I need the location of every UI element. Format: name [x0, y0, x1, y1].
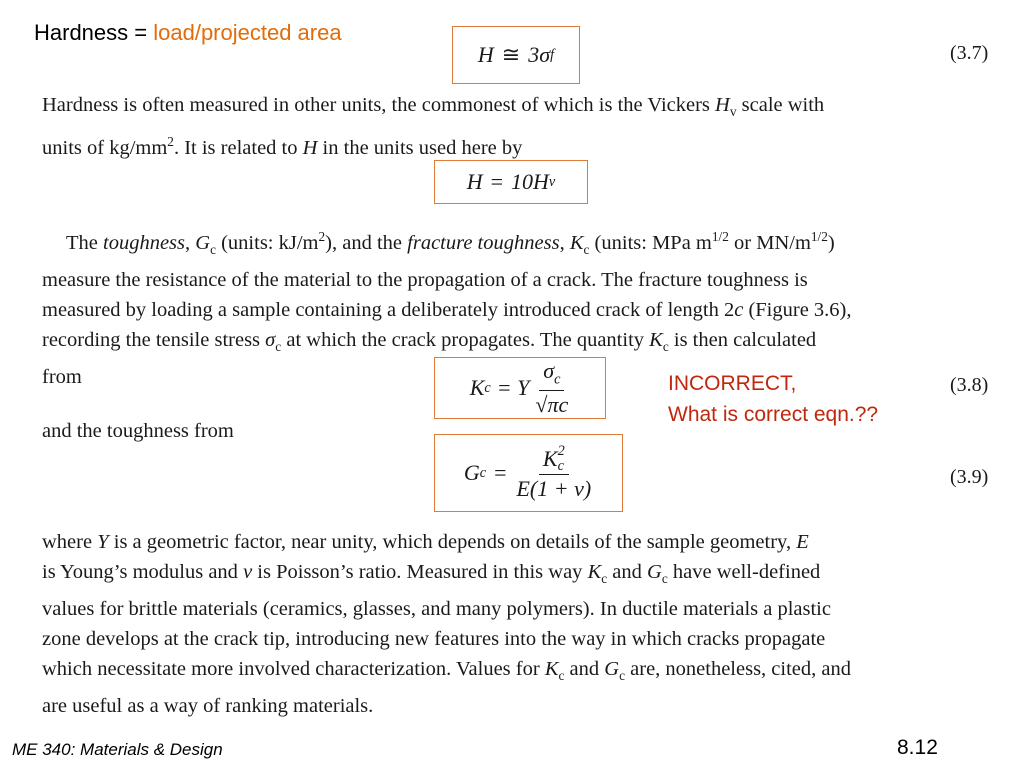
symbol-sigma: σ: [265, 328, 276, 351]
paragraph-vickers: [42, 90, 998, 163]
paragraph-line: from: [42, 366, 82, 389]
symbol-G: G: [195, 231, 211, 254]
paragraph-line: zone develops at the crack tip, introducing new features into the way in which cracks propagate: [42, 628, 826, 651]
text-run: are, nonetheless, cited, and: [625, 658, 851, 681]
text-run: is Poisson’s ratio. Measured in this way: [252, 561, 588, 583]
footer-course: ME 340: Materials & Design: [12, 740, 223, 759]
eq39-fraction: [516, 444, 591, 502]
subscript: c: [275, 339, 282, 355]
subscript: c: [554, 371, 561, 388]
symbol-K: K: [544, 658, 559, 681]
paragraph-line: [42, 557, 998, 594]
title-prefix: Hardness =: [34, 20, 154, 45]
text-run: in the units used here by: [317, 136, 523, 159]
subscript: c: [583, 241, 590, 257]
equation-box-3-9: [434, 434, 623, 512]
superscript: 2: [167, 134, 174, 150]
eq38-denominator: √πc: [535, 391, 569, 417]
eq39-numerator: [539, 444, 569, 475]
text-run: (units: MPa m: [589, 231, 712, 254]
eq39-lhs: G: [463, 460, 480, 485]
text-run: The: [66, 231, 103, 254]
slide-title: [34, 20, 342, 46]
eq39-lhs-sub: c: [479, 464, 487, 481]
subscript: c: [210, 241, 216, 257]
paragraph-toughness-from: and the toughness from: [42, 420, 234, 442]
equation-box-3-8: [434, 357, 606, 419]
annotation-line-2: What is correct eqn.??: [668, 403, 879, 426]
paragraph-line: [42, 654, 998, 691]
eq37-rhs: 3σ: [528, 42, 551, 67]
paragraph-line: measure the resistance of the material to the propagation of a crack. The fracture toughness is: [42, 268, 808, 291]
text-run: ): [827, 231, 835, 254]
eq37-rel: ≅: [501, 42, 521, 67]
text-run: is a geometric factor, near unity, which depends on details of the sample geometry,: [108, 531, 797, 553]
symbol-K: K: [649, 328, 663, 351]
paragraph-line: [42, 222, 998, 265]
eqHv-rhs-sub: v: [548, 173, 556, 190]
eq38-fraction: [535, 358, 568, 417]
text-run: scale with: [736, 94, 825, 116]
equation-number-3-7: (3.7): [950, 42, 989, 64]
footer-page-number: 8.12: [897, 736, 938, 759]
annotation-incorrect: [668, 368, 878, 430]
symbol-Y: Y: [97, 531, 109, 553]
text-run: ,: [559, 231, 570, 254]
eq38-numerator: [539, 358, 564, 390]
eq38-rel: = Y: [496, 375, 530, 400]
equation-number-3-8: (3.8): [950, 374, 989, 396]
subscript: c: [557, 457, 564, 474]
eqHv-rel: =: [490, 169, 504, 194]
term-toughness: toughness: [103, 231, 185, 254]
equation-box-3-7: [452, 26, 580, 84]
superscript: 1/2: [810, 229, 828, 244]
symbol-c: c: [734, 298, 744, 321]
sub-sup-stack: [558, 444, 565, 473]
eqHv-lhs: H: [466, 169, 483, 194]
symbol-H: H: [302, 136, 318, 159]
title-highlight: load/projected area: [153, 20, 342, 45]
symbol-H: H: [715, 94, 730, 116]
text-run: or MN/m: [728, 231, 811, 254]
eq37-rhs-sub: f: [550, 46, 555, 63]
subscript: v: [729, 104, 737, 120]
text-run: is then calculated: [668, 328, 817, 351]
text-run: which necessitate more involved characterization. Values for: [42, 658, 545, 681]
text-run: ,: [185, 231, 196, 254]
symbol-E: E: [796, 531, 809, 553]
paragraph-line: [42, 295, 998, 325]
symbol-K: K: [587, 561, 602, 583]
paragraph-line: are useful as a way of ranking materials.: [42, 695, 374, 718]
eq39-rel: =: [494, 460, 507, 485]
paragraph-definitions: [42, 527, 998, 721]
text-run: units of kg/mm: [42, 136, 168, 159]
text-run: (Figure 3.6),: [743, 298, 852, 321]
eq38-lhs-sub: c: [484, 379, 491, 396]
equation-box-vickers: [434, 160, 588, 204]
paragraph-line: values for brittle materials (ceramics, glasses, and many polymers). In ductile materials a plastic: [42, 598, 831, 621]
subscript: c: [661, 571, 668, 587]
eq37-lhs: H: [477, 42, 494, 67]
text-run: and: [564, 658, 605, 681]
symbol-sigma: σ: [543, 358, 555, 384]
paragraph-line: [42, 527, 998, 557]
superscript: 2: [318, 229, 326, 244]
text-run: where: [42, 531, 98, 553]
subscript: c: [601, 571, 608, 587]
superscript: 1/2: [711, 229, 729, 244]
subscript: c: [558, 668, 565, 684]
symbol-K: K: [569, 231, 584, 254]
paragraph-line: [42, 90, 998, 127]
eqHv-rhs: 10H: [511, 169, 549, 194]
symbol-nu: ν: [243, 561, 253, 583]
text-run: is Young’s modulus and: [42, 561, 244, 583]
symbol-G: G: [604, 658, 620, 681]
subscript: c: [662, 339, 669, 355]
text-run: (units: kJ/m: [215, 231, 319, 254]
equation-number-3-9: (3.9): [950, 466, 989, 488]
text-run: ), and the: [325, 231, 408, 254]
text-run: recording the tensile stress: [42, 328, 266, 351]
term-fracture-toughness: fracture toughness: [407, 231, 560, 254]
eq39-denominator: E(1 + ν): [516, 475, 592, 501]
text-run: have well-defined: [667, 561, 821, 583]
text-run: Hardness is often measured in other units, the commonest of which is the Vickers: [42, 94, 716, 116]
text-run: at which the crack propagates. The quantity: [281, 328, 650, 351]
text-run: measured by loading a sample containing a deliberately introduced crack of length 2: [42, 298, 735, 321]
subscript: c: [619, 668, 626, 684]
symbol-K: K: [542, 445, 558, 471]
eq38-lhs: K: [469, 375, 485, 400]
paragraph-line: [42, 127, 998, 163]
annotation-line-1: INCORRECT,: [668, 372, 797, 395]
text-run: and: [607, 561, 648, 583]
text-run: . It is related to: [173, 136, 303, 159]
superscript: 2: [557, 443, 565, 460]
symbol-G: G: [647, 561, 662, 583]
